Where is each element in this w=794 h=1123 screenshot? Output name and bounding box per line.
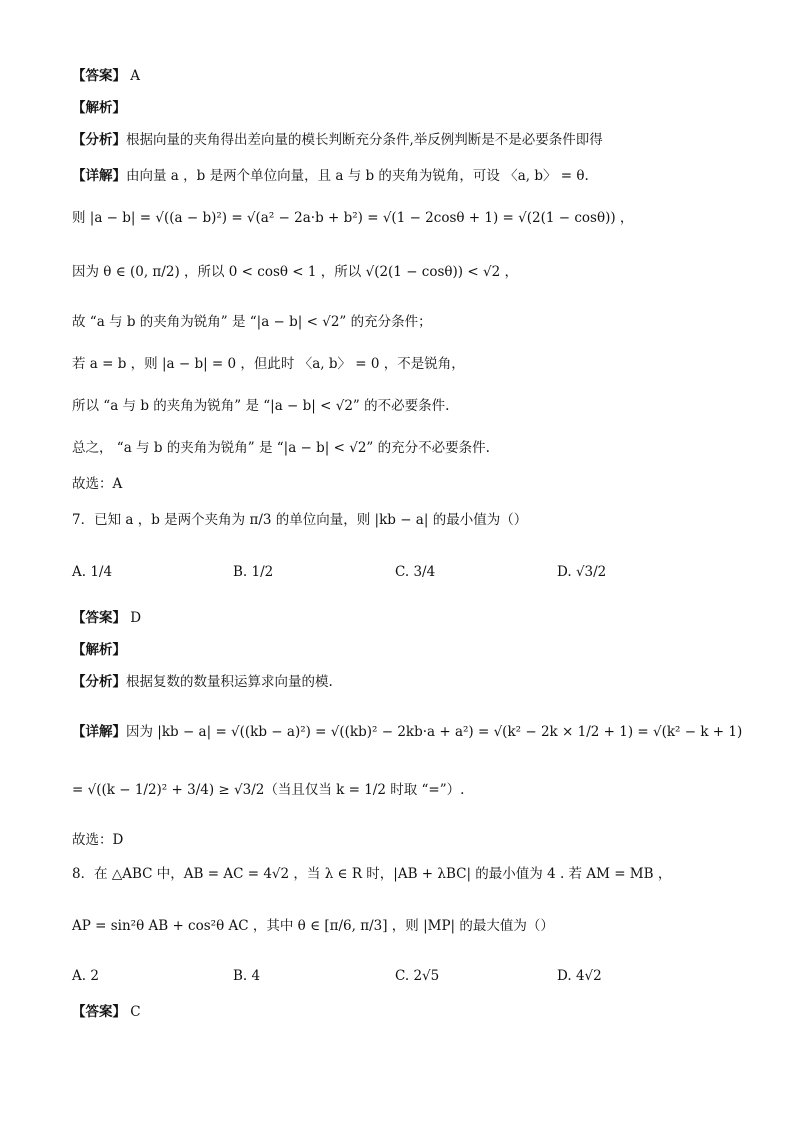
q6-fenxi-text: 根据向量的夹角得出差向量的模长判断充分条件,举反例判断是不是必要条件即得 (126, 132, 603, 148)
q6-answer-tag: 【答案】 (72, 68, 126, 84)
q8-option-b-value: 4 (251, 968, 261, 984)
q6-analysis-label: 【解析】 (72, 100, 126, 116)
q7-fenxi-tag: 【分析】 (72, 674, 126, 690)
q8-option-d-letter: D. (557, 968, 572, 984)
q6-analysis-tag (72, 98, 126, 118)
q6-fenxi-tag: 【分析】 (72, 132, 126, 148)
q6-detail-text1: 由向量 a ，b 是两个单位向量，且 a 与 b 的夹角为锐角，可设 〈a, b〉 = θ. (126, 168, 589, 184)
q7-answer-tag: 【答案】 (72, 610, 126, 626)
q7-option-a-value: 1/4 (90, 564, 113, 580)
q6-detail-line1 (72, 166, 589, 186)
q6-detail-line3: 因为 θ ∈ (0, π/2) ，所以 0 < cosθ < 1 ，所以 √(2(1 − cosθ)) < √2 ， (72, 264, 518, 280)
q7-option-c (395, 562, 435, 582)
q7-option-b-letter: B. (233, 564, 248, 580)
q7-option-a-letter: A. (72, 564, 87, 580)
q6-answer-value: A (130, 68, 141, 84)
q7-answer-line (72, 608, 141, 628)
q7-option-c-value: 3/4 (413, 564, 436, 580)
q7-option-b (233, 562, 273, 582)
q6-detail-line6: 所以 “a 与 b 的夹角为锐角” 是 “|a − b| < √2” 的不必要条件. (72, 398, 450, 414)
q6-fenxi-line (72, 130, 603, 150)
q7-fenxi-text: 根据复数的数量积运算求向量的模. (126, 674, 333, 690)
q8-option-a-letter: A. (72, 968, 87, 984)
q8-stem-line2: AP = sin²θ AB + cos²θ AC ，其中 θ ∈ [π/6, π/3] ，则 |MP| 的最大值为（） (72, 918, 554, 934)
q8-option-d (557, 966, 602, 986)
q8-option-b (233, 966, 260, 986)
q8-answer-line (72, 1002, 141, 1022)
q7-choice: 故选：D (72, 832, 124, 848)
q8-stem-line1: 8．在 △ABC 中，AB = AC = 4√2 ，当 λ ∈ R 时，|AB + λBC| 的最小值为 4 . 若 AM = MB ， (72, 866, 672, 882)
q7-stem: 7．已知 a ，b 是两个夹角为 π/3 的单位向量，则 |kb − a| 的最小值为（） (72, 512, 528, 528)
q6-detail-line2: 则 |a − b| = √((a − b)²) = √(a² − 2a·b + b²) = √(1 − 2cosθ + 1) = √(2(1 − cosθ)) ， (72, 210, 634, 226)
q6-detail-tag: 【详解】 (72, 168, 126, 184)
q7-option-d-letter: D. (557, 564, 572, 580)
q8-answer-value: C (130, 1004, 141, 1020)
q7-option-d-value: √3/2 (575, 564, 607, 580)
q7-option-c-letter: C. (395, 564, 410, 580)
q6-detail-line4: 故 “a 与 b 的夹角为锐角” 是 “|a − b| < √2” 的充分条件； (72, 314, 432, 330)
q7-analysis-tag (72, 640, 126, 660)
q7-answer-value: D (130, 610, 142, 626)
q8-option-c (395, 966, 439, 986)
q7-option-d (557, 562, 606, 582)
q7-detail-tag: 【详解】 (72, 724, 126, 740)
q6-choice: 故选：A (72, 476, 123, 492)
q7-option-b-value: 1/2 (251, 564, 274, 580)
q7-detail-line2: = √((k − 1/2)² + 3/4) ≥ √3/2（当且仅当 k = 1/2 时取 “=”）. (72, 782, 465, 798)
q7-fenxi-line (72, 672, 333, 692)
q6-detail-line7: 总之， “a 与 b 的夹角为锐角” 是 “|a − b| < √2” 的充分不必要条件. (72, 440, 490, 456)
q8-option-c-letter: C. (395, 968, 410, 984)
q7-detail-text1: 因为 |kb − a| = √((kb − a)²) = √((kb)² − 2kb·a + a²) = √(k² − 2k × 1/2 + 1) = √(k² − k + 1) (126, 724, 743, 740)
q8-option-d-value: 4√2 (575, 968, 602, 984)
q7-analysis-label: 【解析】 (72, 642, 126, 658)
q8-option-c-value: 2√5 (413, 968, 440, 984)
q8-option-a-value: 2 (90, 968, 99, 984)
q6-answer-line (72, 66, 140, 86)
q7-option-a (72, 562, 112, 582)
q8-option-a (72, 966, 99, 986)
q6-detail-line5: 若 a = b ，则 |a − b| = 0 ，但此时 〈a, b〉 = 0 ，不是锐角， (72, 356, 465, 372)
q8-answer-tag: 【答案】 (72, 1004, 126, 1020)
q7-detail-line1 (72, 722, 742, 742)
q8-option-b-letter: B. (233, 968, 248, 984)
